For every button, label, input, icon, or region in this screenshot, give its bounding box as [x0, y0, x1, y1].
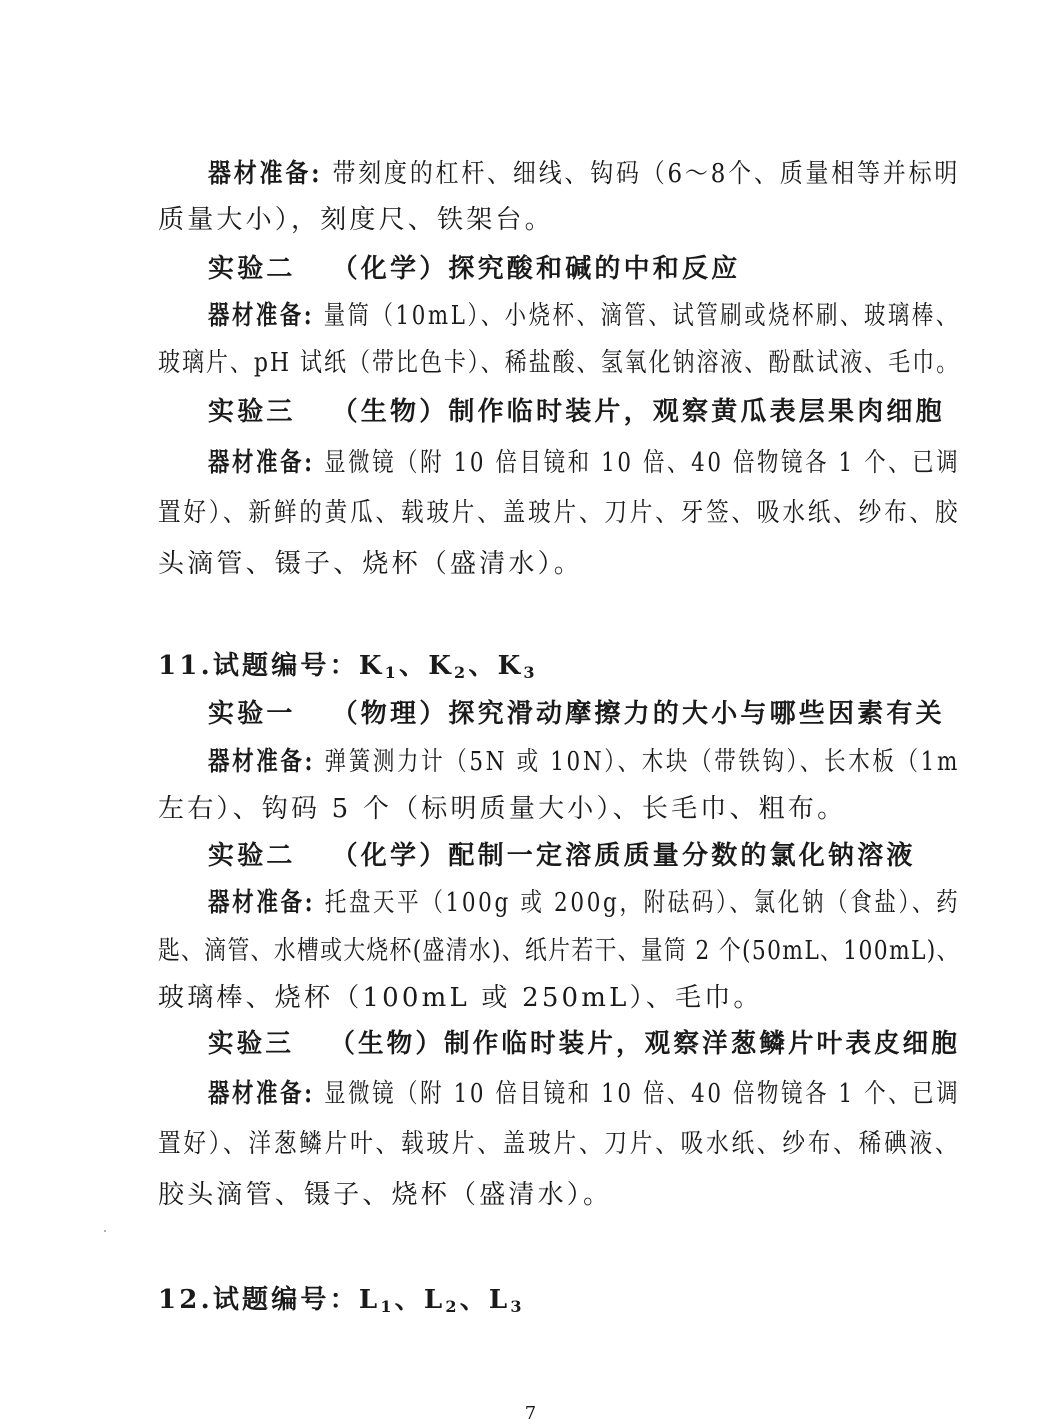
- equipment-text-cont: 头滴管、镊子、烧杯（盛清水）。: [158, 549, 584, 579]
- equipment-text-cont: 质量大小），刻度尺、铁架台。: [158, 205, 554, 235]
- equipment-text-cont: 置好）、新鲜的黄瓜、载玻片、盖玻片、刀片、牙签、吸水纸、纱布、胶: [158, 498, 961, 528]
- experiment-title: （生物）制作临时装片，观察黄瓜表层果肉细胞: [331, 397, 945, 427]
- page-number: 7: [524, 1403, 537, 1424]
- equipment-paragraph: [208, 744, 960, 780]
- equipment-label: 器材准备:: [208, 301, 315, 331]
- experiment-heading: [208, 251, 740, 287]
- equipment-text-cont: 胶头滴管、镊子、烧杯（盛清水）。: [158, 1180, 613, 1210]
- question-number-label: 12.试题编号：: [158, 1285, 359, 1315]
- experiment-heading: [208, 1026, 960, 1062]
- equipment-paragraph: [208, 445, 960, 481]
- experiment-label: 实验二: [208, 841, 296, 871]
- question-heading-12: 12.试题编号：$L_1$、$L_2$、$L_3$: [158, 1285, 525, 1316]
- equipment-label: 器材准备:: [208, 747, 316, 777]
- equipment-paragraph: [208, 885, 960, 921]
- question-heading-11: 11.试题编号：$K_1$、$K_2$、$K_3$: [158, 651, 538, 682]
- equipment-paragraph: [208, 156, 960, 192]
- equipment-text-cont: 玻璃棒、烧杯（100mL 或 250mL）、毛巾。: [158, 983, 763, 1013]
- equipment-label: 器材准备:: [208, 159, 323, 189]
- equipment-text-cont: 左右）、钩码 5 个（标明质量大小）、长毛巾、粗布。: [158, 794, 847, 824]
- experiment-title: （化学）配制一定溶质质量分数的氯化钠溶液: [331, 841, 916, 871]
- equipment-text-cont: 置好）、洋葱鳞片叶、载玻片、盖玻片、刀片、吸水纸、纱布、稀碘液、: [158, 1129, 961, 1159]
- equipment-text: 带刻度的杠杆、细线、钩码（6～8个、质量相等并标明: [332, 159, 961, 189]
- experiment-label: 实验二: [208, 254, 296, 284]
- equipment-text: 显微镜（附 10 倍目镜和 10 倍、40 倍物镜各 1 个、已调: [324, 1079, 961, 1109]
- experiment-title: （化学）探究酸和碱的中和反应: [331, 254, 741, 284]
- experiment-heading: [208, 838, 916, 874]
- equipment-label: 器材准备:: [208, 888, 316, 918]
- experiment-label: 实验三: [208, 1029, 295, 1059]
- question-number-label: 11.试题编号：: [158, 651, 359, 681]
- experiment-label: 实验三: [208, 397, 296, 427]
- equipment-paragraph: [208, 298, 960, 334]
- scan-speck: [104, 1230, 106, 1232]
- equipment-text: 托盘天平（100g 或 200g，附砝码）、氯化钠（食盐）、药: [324, 888, 961, 918]
- experiment-heading: [208, 394, 945, 430]
- equipment-text: 弹簧测力计（5N 或 10N）、木块（带铁钩）、长木板（1m: [324, 747, 960, 777]
- equipment-text-cont: 匙、滴管、水槽或大烧杯(盛清水)、纸片若干、量筒 2 个(50mL、100mL)、: [158, 936, 960, 966]
- equipment-text: 量筒（10mL）、小烧杯、滴管、试管刷或烧杯刷、玻璃棒、: [323, 301, 960, 331]
- equipment-text: 显微镜（附 10 倍目镜和 10 倍、40 倍物镜各 1 个、已调: [324, 448, 961, 478]
- equipment-label: 器材准备:: [208, 1079, 315, 1109]
- experiment-title: （物理）探究滑动摩擦力的大小与哪些因素有关: [331, 699, 945, 729]
- experiment-title: （生物）制作临时装片，观察洋葱鳞片叶表皮细胞: [329, 1029, 960, 1059]
- experiment-heading: [208, 696, 945, 732]
- experiment-label: 实验一: [208, 699, 296, 729]
- equipment-label: 器材准备:: [208, 448, 315, 478]
- equipment-paragraph: [208, 1076, 960, 1112]
- equipment-text-cont: 玻璃片、pH 试纸（带比色卡）、稀盐酸、氢氧化钠溶液、酚酞试液、毛巾。: [158, 348, 961, 378]
